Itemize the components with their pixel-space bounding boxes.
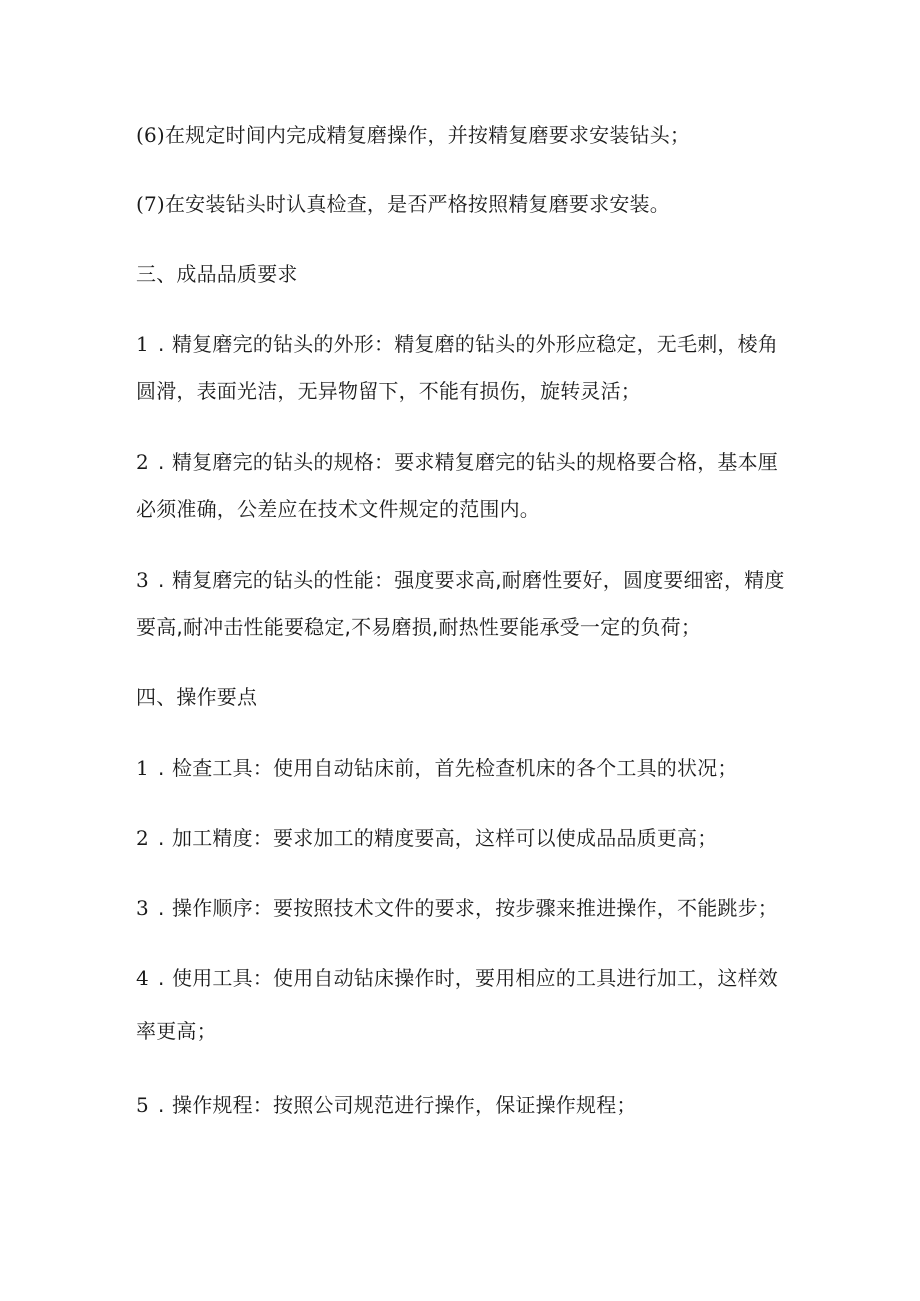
quality-item-2-line1: 2 . 精复磨完的钻头的规格：要求精复磨完的钻头的规格要合格，基本厘 xyxy=(136,450,778,474)
list-item-number: 3 xyxy=(136,896,149,920)
list-item-text: 精复磨完的钻头的性能：强度要求高,耐磨性要好，圆度要细密，精度 xyxy=(172,568,785,592)
list-item-6 xyxy=(136,121,786,149)
quality-item-3-line2: 要高,耐冲击性能要稳定,不易磨损,耐热性要能承受一定的负荷； xyxy=(136,615,702,639)
list-item-text: 在规定时间内完成精复磨操作，并按精复磨要求安装钻头； xyxy=(164,123,691,147)
list-item-text: 检查工具：使用自动钻床前，首先检查机床的各个工具的状况； xyxy=(172,756,738,780)
list-item-number: 3 xyxy=(136,568,149,592)
quality-item-2-line2: 必须准确，公差应在技术文件规定的范围内。 xyxy=(136,497,540,521)
list-item-text: 加工精度：要求加工的精度要高，这样可以使成品品质更高； xyxy=(172,826,718,850)
section-heading-quality: 三、成品品质要求 xyxy=(136,262,298,286)
operation-item-5: 5 . 操作规程：按照公司规范进行操作，保证操作规程； xyxy=(136,1093,637,1117)
operation-item-2: 2 . 加工精度：要求加工的精度要高，这样可以使成品品质更高； xyxy=(136,826,718,850)
list-item-number: 2 xyxy=(136,826,149,850)
list-item-number: 1 xyxy=(136,332,149,356)
operation-item-4-line1: 4 . 使用工具：使用自动钻床操作时，要用相应的工具进行加工，这样效 xyxy=(136,966,778,990)
list-item-text: 在安装钻头时认真检查，是否严格按照精复磨要求安装。 xyxy=(164,192,670,216)
list-item-text: 操作规程：按照公司规范进行操作，保证操作规程； xyxy=(172,1093,637,1117)
operation-item-1: 1 . 检查工具：使用自动钻床前，首先检查机床的各个工具的状况； xyxy=(136,756,738,780)
list-item-number: 1 xyxy=(136,756,149,780)
list-item-number: 2 xyxy=(136,450,149,474)
list-item-number: 4 xyxy=(136,966,149,990)
list-item-number: (6) xyxy=(136,123,165,147)
operation-item-3: 3 . 操作顺序：要按照技术文件的要求，按步骤来推进操作，不能跳步； xyxy=(136,896,778,920)
list-item-7 xyxy=(136,190,786,218)
quality-item-3-line1: 3 . 精复磨完的钻头的性能：强度要求高,耐磨性要好，圆度要细密，精度 xyxy=(136,568,785,592)
section-heading-operation: 四、操作要点 xyxy=(136,685,258,709)
operation-item-4-line2: 率更高； xyxy=(136,1019,217,1043)
list-item-text: 精复磨完的钻头的外形：精复磨的钻头的外形应稳定，无毛刺，棱角 xyxy=(172,332,778,356)
list-item-number: 5 xyxy=(136,1093,149,1117)
list-item-number: (7) xyxy=(136,192,165,216)
list-item-text: 精复磨完的钻头的规格：要求精复磨完的钻头的规格要合格，基本厘 xyxy=(172,450,778,474)
quality-item-1-line2: 圆滑，表面光洁，无异物留下，不能有损伤，旋转灵活； xyxy=(136,379,641,403)
quality-item-1-line1: 1 . 精复磨完的钻头的外形：精复磨的钻头的外形应稳定，无毛刺，棱角 xyxy=(136,332,778,356)
list-item-text: 使用工具：使用自动钻床操作时，要用相应的工具进行加工，这样效 xyxy=(172,966,778,990)
list-item-text: 操作顺序：要按照技术文件的要求，按步骤来推进操作，不能跳步； xyxy=(172,896,778,920)
